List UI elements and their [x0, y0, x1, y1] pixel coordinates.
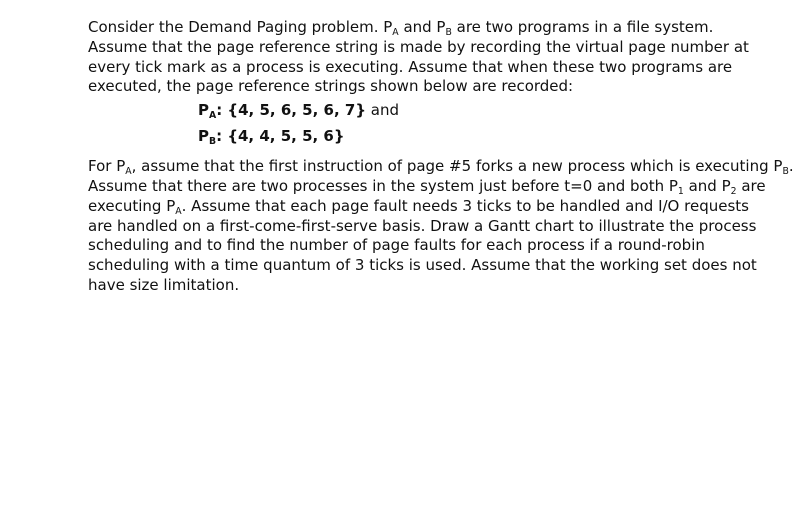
details-text: . Assume that each page fault needs 3 ticks to be handled and I/O requests	[181, 196, 749, 215]
reference-string-pa	[198, 97, 748, 123]
subscript-a: A	[392, 26, 399, 38]
pb-prefix: P	[198, 127, 209, 146]
pb-subscript: B	[209, 135, 217, 147]
details-text: Assume that there are two processes in the system just before t=0 and both P	[88, 176, 678, 195]
pb-label	[198, 127, 345, 145]
subscript-1: 1	[677, 185, 684, 197]
subscript-b: B	[782, 165, 789, 177]
intro-line-3: every tick mark as a process is executing. Assume that when these two programs are	[88, 57, 733, 76]
pa-suffix: and	[366, 101, 400, 120]
details-text: .	[788, 157, 794, 176]
pa-subscript: A	[209, 109, 217, 121]
pa-label	[198, 101, 366, 119]
details-line-5: scheduling and to find the number of page faults for each process if a round-robin	[88, 236, 705, 255]
details-line-4: are handled on a first-come-first-serve basis. Draw a Gantt chart to illustrate the process	[88, 216, 757, 235]
pa-prefix: P	[198, 101, 209, 120]
subscript-2: 2	[730, 185, 737, 197]
subscript-a: A	[175, 205, 182, 217]
details-text: are	[736, 176, 766, 195]
pa-values: : {4, 5, 6, 5, 6, 7}	[216, 101, 367, 120]
document-body	[88, 18, 794, 296]
intro-text: and P	[398, 18, 446, 36]
intro-line-1	[88, 18, 748, 38]
details-line-7: have size limitation.	[88, 275, 240, 294]
details-line-3	[88, 197, 748, 217]
problem-details-paragraph	[88, 157, 794, 296]
details-line-1	[88, 157, 794, 177]
pb-values: : {4, 4, 5, 5, 6}	[216, 127, 345, 146]
subscript-b: B	[445, 26, 452, 38]
intro-line-2: Assume that the page reference string is made by recording the virtual page number at	[88, 37, 749, 56]
subscript-a: A	[125, 165, 132, 177]
details-text: executing P	[88, 196, 176, 215]
reference-string-pb	[198, 123, 748, 149]
details-text: and P	[683, 176, 731, 195]
problem-intro-paragraph	[88, 18, 748, 97]
intro-line-4: executed, the page reference strings shown below are recorded:	[88, 77, 574, 96]
details-text: , assume that the first instruction of page #5 forks a new process which is executing P	[131, 157, 783, 176]
details-line-6: scheduling with a time quantum of 3 ticks is used. Assume that the working set does not	[88, 256, 757, 275]
reference-strings	[88, 97, 748, 149]
details-text: For P	[88, 157, 126, 176]
intro-text: Consider the Demand Paging problem. P	[88, 18, 393, 36]
details-line-2	[88, 176, 766, 197]
intro-text: are two programs in a file system.	[451, 18, 714, 36]
